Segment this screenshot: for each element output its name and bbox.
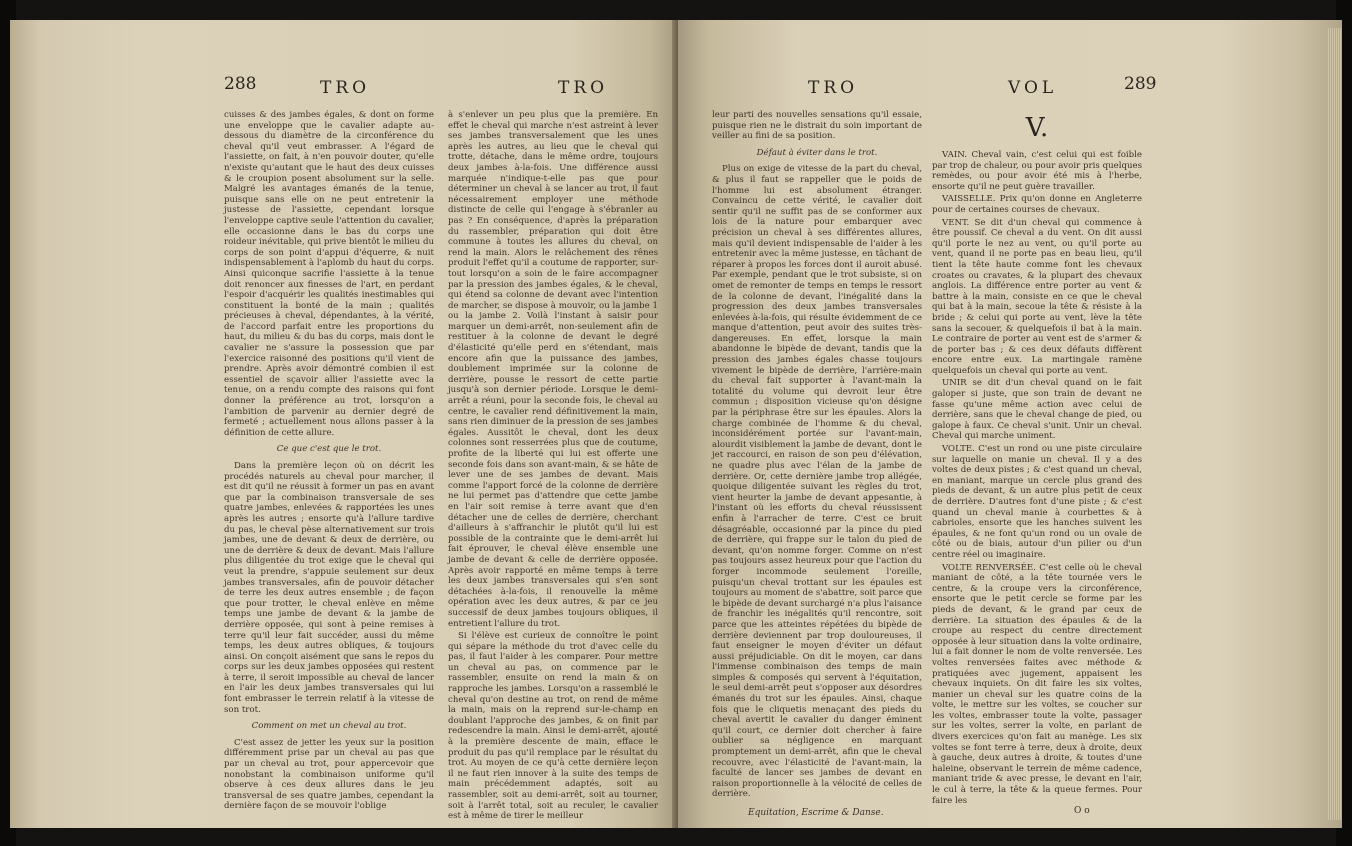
section-heading: Défaut à éviter dans le trot.	[756, 147, 878, 158]
paragraph: Plus on exige de vitesse de la part du cheval, & plus il faut se rappeller que le poids de l'homme lui est absolument étranger. Convaincu de cette vérité, le cavalier doit sentir qu'il ne suffit pas de se conformer aux lois de la nature pour embarquer avec précision un cheval à ses différentes allures, mais qu'il devient indispensable de l'aider à les entretenir avec la même justesse, en tâchant de réparer à propos les forces dont il auroit abusé. Par exemple, pendant que le trot subsiste, si on omet de remonter de temps en temps le ressort de la colonne de devant, l'inégalité dans la progression des deux jambes transversales enlevées à-la-fois, qui résulte évidemment de ce manque d'attention, peut avoir des suites très-dangereuses. En effet, lorsque la main abandonne le bipède de devant, tandis que la pression des jambes égales chasse toujours vivement le bipède de derrière, l'arrière-main du cheval fait supporter à l'avant-main la totalité du volume qui devroit leur être commun ; disposition vicieuse qu'on désigne par la périphrase être sur les épaules. Alors la charge combinée de l'homme & du cheval, inconsidérément portée sur l'avant-main, alourdit visiblement la jambe de devant, dont le jet raccourci, en raison de son peu d'élévation, ne quadre plus avec l'élan de la jambe de derrière. Or, cette dernière jambe trop allégée, quoique diligentée suivant les règles du trot, vient heurter la jambe de devant appesantie, à l'instant où les efforts du cheval réussissent enfin à l'arracher de terre. C'est ce bruit désagréable, occasionné par la pince du pied de derrière, qui frappe sur le talon du pied de devant, qu'on nomme forger. Comme on n'est pas toujours assez heureux pour que l'action du forger incommode seulement l'oreille, puisqu'un cheval trottant sur les épaules est toujours au moment de s'abattre, soit parce que le bipède de devant surchargé n'a plus l'aisance de franchir les inégalités qu'il rencontre, soit parce que les atteintes répétées du bipède de derrière deviennent par trop douloureuses, il faut enseigner le moyen d'éviter un défaut aussi préjudiciable. On dit le moyen, car dans l'immense combinaison des temps de main simples & composés qui servent à l'équitation, le seul demi-arrêt peut s'opposer aux désordres émanés du trot sur les épaules. Ainsi, chaque fois que le cliquetis menaçant des pieds du cheval avertit le cavalier du danger éminent qu'il court, ce dernier doit chercher à faire oublier sa négligence en marquant promptement un demi-arrêt, afin que le cheval recouvre, avec l'élasticité de l'avant-main, la faculté de lancer ses jambes de devant en raison proportionnelle à la vélocité de celles de derrière.	[712, 164, 922, 800]
page-number: 289	[1124, 74, 1157, 94]
page-footer: Equitation, Escrime & Danse.	[748, 808, 884, 818]
dictionary-entry: VOLTE. C'est un rond ou une piste circulaire sur laquelle on manie un cheval. Il y a des voltes de deux pistes ; & c'est quand un cheval, en maniant, marque un cercle plus grand des pieds de devant, & un autre plus petit de ceux de derrière. D'autres font d'une piste ; & c'est quand un cheval manie à courbettes & à cabrioles, ensorte que les hanches suivent les épaules, & ne font qu'un rond ou un ovale de côté ou de biais, autour d'un pilier ou d'un centre réel ou imaginaire.	[932, 444, 1142, 560]
paragraph: Si l'élève est curieux de connoître le point qui sépare la méthode du trot d'avec celle du pas, il faut l'aider à les comparer. Pour mettre un cheval au pas, on commence par le rassembler, ensuite on rend la main & on rapproche les jambes. Lorsqu'on a rassemblé le cheval qu'on destine au trot, on rend de même la main, mais on la reprend sur-le-champ en doublant l'approche des jambes, & on finit par redescendre la main. Ainsi le demi-arrêt, ajouté à la première descente de main, efface le produit du pas qu'il remplace par le résultat du trot. Au moyen de ce qu'à cette dernière leçon il ne faut rien innover à la suite des temps de main précédemment adaptés, soit au rassembler, soit au demi-arrêt, soit au tourner, soit à l'arrêt total, soit au reculer, le cavalier est à même de tirer le meilleur	[448, 631, 658, 822]
text-column-1	[224, 110, 434, 814]
section-heading: Comment on met un cheval au trot.	[251, 721, 407, 732]
left-page	[10, 20, 678, 828]
text-column-1	[712, 110, 922, 802]
page-edges	[1328, 28, 1342, 820]
dictionary-entry: VOLTE RENVERSÉE. C'est celle où le cheval maniant de côté, a la tête tournée vers le centre, & la croupe vers la circonférence, ensorte que le petit cercle se forme par les pieds de devant, & le grand par ceux de derrière. La situation des épaules & de la croupe au respect du centre directement opposée à leur situation dans la volte ordinaire, lui a fait donner le nom de volte renversée. Les voltes renversées faites avec méthode & pratiquées avec jugement, appaisent les chevaux inquiets. On dit faire les six voltes, manier un cheval sur les quatre coins de la volte, le mettre sur les voltes, se coucher sur les voltes, embrasser toute la volte, passager sur les voltes, serrer la volte, en parlant de divers exercices qu'on fait au manège. Les six voltes se font terre à terre, deux à droite, deux à gauche, deux autres à droite, & toutes d'une haleine, observant le terrein de même cadence, maniant tride & avec presse, le devant en l'air, le cul à terre, la tête & la queue fermes. Pour faire les	[932, 562, 1142, 806]
running-header: TRO	[808, 78, 859, 98]
section-letter: V.	[1025, 113, 1049, 143]
paragraph: leur parti des nouvelles sensations qu'il essaie, puisque rien ne le distrait du soin important de veiller au fini de sa position.	[712, 110, 922, 142]
signature-mark: O o	[1074, 806, 1090, 816]
paragraph: C'est assez de jetter les yeux sur la position différemment prise par un cheval au pas que par un cheval au trot, pour appercevoir que nonobstant la combinaison uniforme qu'il observe à ces deux allures dans le jeu transversal de ses quatre jambes, cependant la dernière façon de se mouvoir l'oblige	[224, 737, 434, 812]
paragraph: Dans la première leçon où on décrit les procédés naturels au cheval pour marcher, il est dit qu'il ne réussit à former un pas en avant que par la combinaison transversale de ses quatre jambes, enlevées & rapportées les unes après les autres ; ensorte qu'à l'allure tardive du pas, le cheval pèse alternativement sur trois jambes, une de devant & deux de derrière, ou une de derrière & deux de devant. Mais l'allure plus diligentée du trot exige que le cheval qui veut la prendre, s'appuie seulement sur deux jambes transversales, afin de pouvoir détacher de terre les deux autres ensemble ; de façon que pour trotter, le cheval enlève en même temps une jambe de devant & la jambe de derrière opposée, qui sont à peine remises à terre qu'il leur fait succéder, aussi du même temps, les deux autres obliques, & toujours ainsi. On conçoit aisément que sans le repos du corps sur les deux jambes opposées qui restent à terre, il seroit impossible au cheval de lancer en l'air les deux jambes transversales qui lui font embrasser le terrein relatif à la vitesse de son trot.	[224, 461, 434, 715]
running-header: VOL	[1008, 78, 1058, 98]
dictionary-entry: UNIR se dit d'un cheval quand on le fait galoper si juste, que son train de devant ne fasse qu'une même action avec celui de derrière, sans que le cheval change de pied, ou galope à faux. Ce cheval s'unit. Unir un cheval. Cheval qui marche uniment.	[932, 378, 1142, 442]
text-column-2	[448, 110, 658, 824]
page-number: 288	[224, 74, 257, 94]
dictionary-entry: VAIN. Cheval vain, c'est celui qui est foible par trop de chaleur, ou pour avoir pris quelques remèdes, ou pour avoir été mis à l'herbe, ensorte qu'il ne peut guère travailler.	[932, 150, 1142, 192]
paragraph: cuisses & des jambes égales, & dont on forme une enveloppe que le cavalier adapte au-dessous du diamètre de la circonférence du cheval qu'il veut embrasser. A l'égard de l'assiette, on fait, à n'en pouvoir douter, qu'elle n'existe qu'autant que le haut des deux cuisses & le croupion posent absolument sur la selle. Malgré les avantages émanés de la tenue, puisque sans elle on ne peut entretenir la justesse de l'assiette, cependant lorsque l'enveloppe captive seule l'attention du cavalier, elle occasionne dans le bas du corps une roideur inévitable, qui prive bientôt le milieu du corps de son point d'appui d'équerre, & nuit indispensablement à l'aplomb du haut du corps. Ainsi quiconque sacrifie l'assiette à la tenue doit renoncer aux finesses de l'art, en perdant l'espoir d'acquérir les qualités inestimables qui constituent la bonté de la main ; qualités précieuses à cheval, dépendantes, à la vérité, de l'accord parfait entre les proportions du haut, du milieu & du bas du corps, mais dont le cavalier ne s'assure la possession que par l'exercice raisonné des positions qu'il vient de prendre. Après avoir démontré combien il est essentiel de sçavoir allier l'assiette avec la tenue, on a rendu compte des raisons qui font donner la préférence au trot, lorsqu'on a l'ambition de parvenir au dernier degré de fermeté ; actuellement nous allons passer à la définition de cette allure.	[224, 110, 434, 438]
running-header: TRO	[320, 78, 371, 98]
running-header: TRO	[558, 78, 609, 98]
section-heading: Ce que c'est que le trot.	[276, 444, 382, 455]
text-column-2	[932, 110, 1142, 808]
paragraph: à s'enlever un peu plus que la première. En effet le cheval qui marche n'est astreint à lever ses jambes transversalement que les unes après les autres, au lieu que le cheval qui trotte, détache, dans le même ordre, toujours deux jambes à-la-fois. Une différence aussi marquée n'indique-t-elle pas que pour déterminer un cheval à se lancer au trot, il faut nécessairement employer une méthode distincte de celle qui l'engage à s'ébranler au pas ? En conséquence, d'après la préparation du rassembler, préparation qui doit être commune à toutes les allures du cheval, on rend la main. Alors le relâchement des rênes produit l'effet qu'il a coutume de rapporter, sur-tout lorsqu'on a soin de le faire accompagner par la pression des jambes égales, & le cheval, qui étend sa colonne de devant avec l'intention de marcher, se dispose à mouvoir, ou la jambe 1 ou la jambe 2. Voilà l'instant à saisir pour marquer un demi-arrêt, non-seulement afin de restituer à la colonne de devant le degré d'élasticité qu'elle perd en s'étendant, mais encore afin que la puissance des jambes, doublement imprimée sur la colonne de derrière, pousse le ressort de cette partie jusqu'à son dernier période. Lorsque le demi-arrêt a réuni, pour la seconde fois, le cheval au centre, le cavalier rend définitivement la main, sans rien diminuer de la pression de ses jambes égales. Aussitôt le cheval, dont les deux colonnes sont resserrées plus que de coutume, profite de la liberté qui lui est offerte une seconde fois dans son avant-main, & se hâte de lever une de ses jambes de devant. Mais comme l'apport forcé de la colonne de derrière ne lui permet pas d'attendre que cette jambe en l'air soit remise à terre avant que d'en détacher une de celles de derrière, cherchant d'ailleurs à s'affranchir le plutôt qu'il lui est possible de la contrainte que le demi-arrêt lui fait éprouver, le cheval élève ensemble une jambe de devant & celle de derrière opposée. Après avoir rapporté en même temps à terre les deux jambes transversales qui s'en sont détachées à-la-fois, il renouvelle la même opération avec les deux autres, & par ce jeu successif de deux jambes toujours obliques, il entretient l'allure du trot.	[448, 110, 658, 629]
dictionary-entry: VENT. Se dit d'un cheval qui commence à être poussif. Ce cheval a du vent. On dit aussi qu'il porte le nez au vent, ou qu'il porte au vent, quand il ne porte pas en beau lieu, qu'il tient la tête haute comme font les chevaux croates ou cravates, & la plupart des chevaux anglois. La différence entre porter au vent & battre à la main, consiste en ce que le cheval qui bat à la main, secoue la tête & résiste à la bride ; & celui qui porte au vent, lève la tête sans la secouer, & quelquefois il bat à la main. Le contraire de porter au vent est de s'armer & de porter bas ; & ces deux défauts diffèrent encore entre eux. La martingale ramène quelquefois un cheval qui porte au vent.	[932, 217, 1142, 376]
right-page	[678, 20, 1342, 828]
dictionary-entry: VAISSELLE. Prix qu'on donne en Angleterre pour de certaines courses de chevaux.	[932, 194, 1142, 215]
